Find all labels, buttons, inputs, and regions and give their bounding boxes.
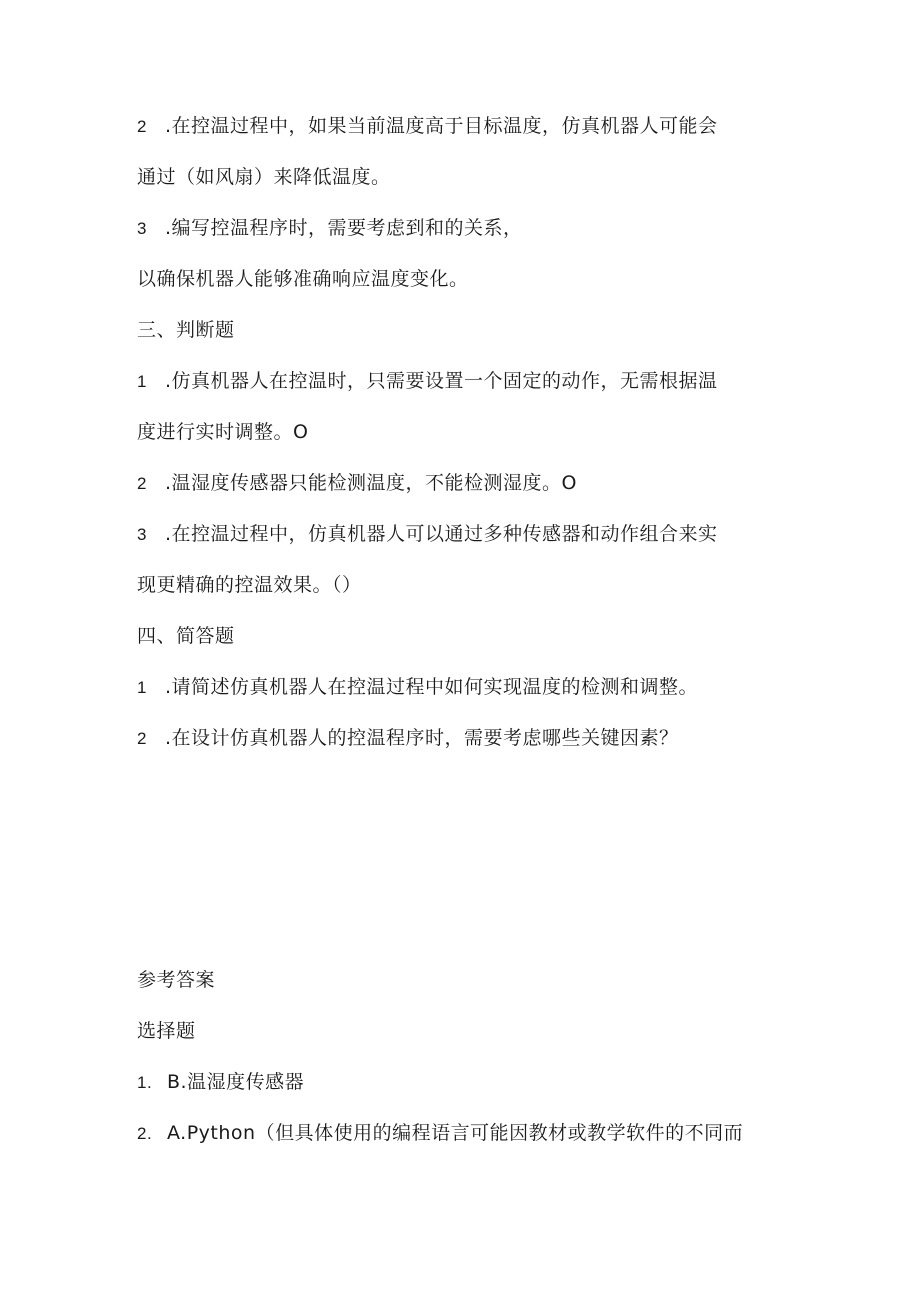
answers-heading: 参考答案 xyxy=(137,969,216,991)
short-answer-q2 xyxy=(137,726,679,751)
true-false-q1-line2: 度进行实时调整。O xyxy=(137,421,309,443)
answer-2 xyxy=(137,1121,743,1146)
fill-blank-q3-line1 xyxy=(137,216,523,241)
question-number: 2 xyxy=(137,729,147,748)
fill-blank-q2-line2: 通过（如风扇）来降低温度。 xyxy=(137,166,391,188)
answer-text: B.温湿度传感器 xyxy=(167,1071,305,1093)
answers-subheading: 选择题 xyxy=(137,1020,196,1042)
question-number: 2 xyxy=(137,474,147,493)
question-text: .编写控温程序时，需要考虑到和的关系， xyxy=(165,217,523,239)
fill-blank-q3-line2: 以确保机器人能够准确响应温度变化。 xyxy=(137,268,469,290)
question-number: 1 xyxy=(137,678,147,697)
question-number: 3 xyxy=(137,525,147,544)
answer-1 xyxy=(137,1070,304,1095)
true-false-q1-line1 xyxy=(137,369,718,394)
section-heading-true-false: 三、判断题 xyxy=(137,319,235,341)
question-number: 1 xyxy=(137,372,147,391)
fill-blank-q2-line1 xyxy=(137,114,718,139)
question-text: .仿真机器人在控温时，只需要设置一个固定的动作，无需根据温 xyxy=(165,370,718,392)
answer-text: A.Python（但具体使用的编程语言可能因教材或教学软件的不同而 xyxy=(167,1122,744,1144)
section-heading-short-answer: 四、简答题 xyxy=(137,625,235,647)
question-text: .请简述仿真机器人在控温过程中如何实现温度的检测和调整。 xyxy=(165,676,699,698)
question-number: 2 xyxy=(137,117,147,136)
answer-number: 2. xyxy=(137,1124,153,1143)
question-text: .在控温过程中，仿真机器人可以通过多种传感器和动作组合来实 xyxy=(165,523,718,545)
question-text: .温湿度传感器只能检测温度，不能检测湿度。O xyxy=(165,472,577,494)
question-text: .在设计仿真机器人的控温程序时，需要考虑哪些关键因素？ xyxy=(165,727,679,749)
question-number: 3 xyxy=(137,219,147,238)
question-text: .在控温过程中，如果当前温度高于目标温度，仿真机器人可能会 xyxy=(165,115,718,137)
true-false-q3-line2: 现更精确的控温效果。（） xyxy=(137,574,362,596)
true-false-q3-line1 xyxy=(137,522,718,547)
true-false-q2-line1 xyxy=(137,471,577,496)
short-answer-q1 xyxy=(137,675,698,700)
answer-number: 1. xyxy=(137,1073,153,1092)
